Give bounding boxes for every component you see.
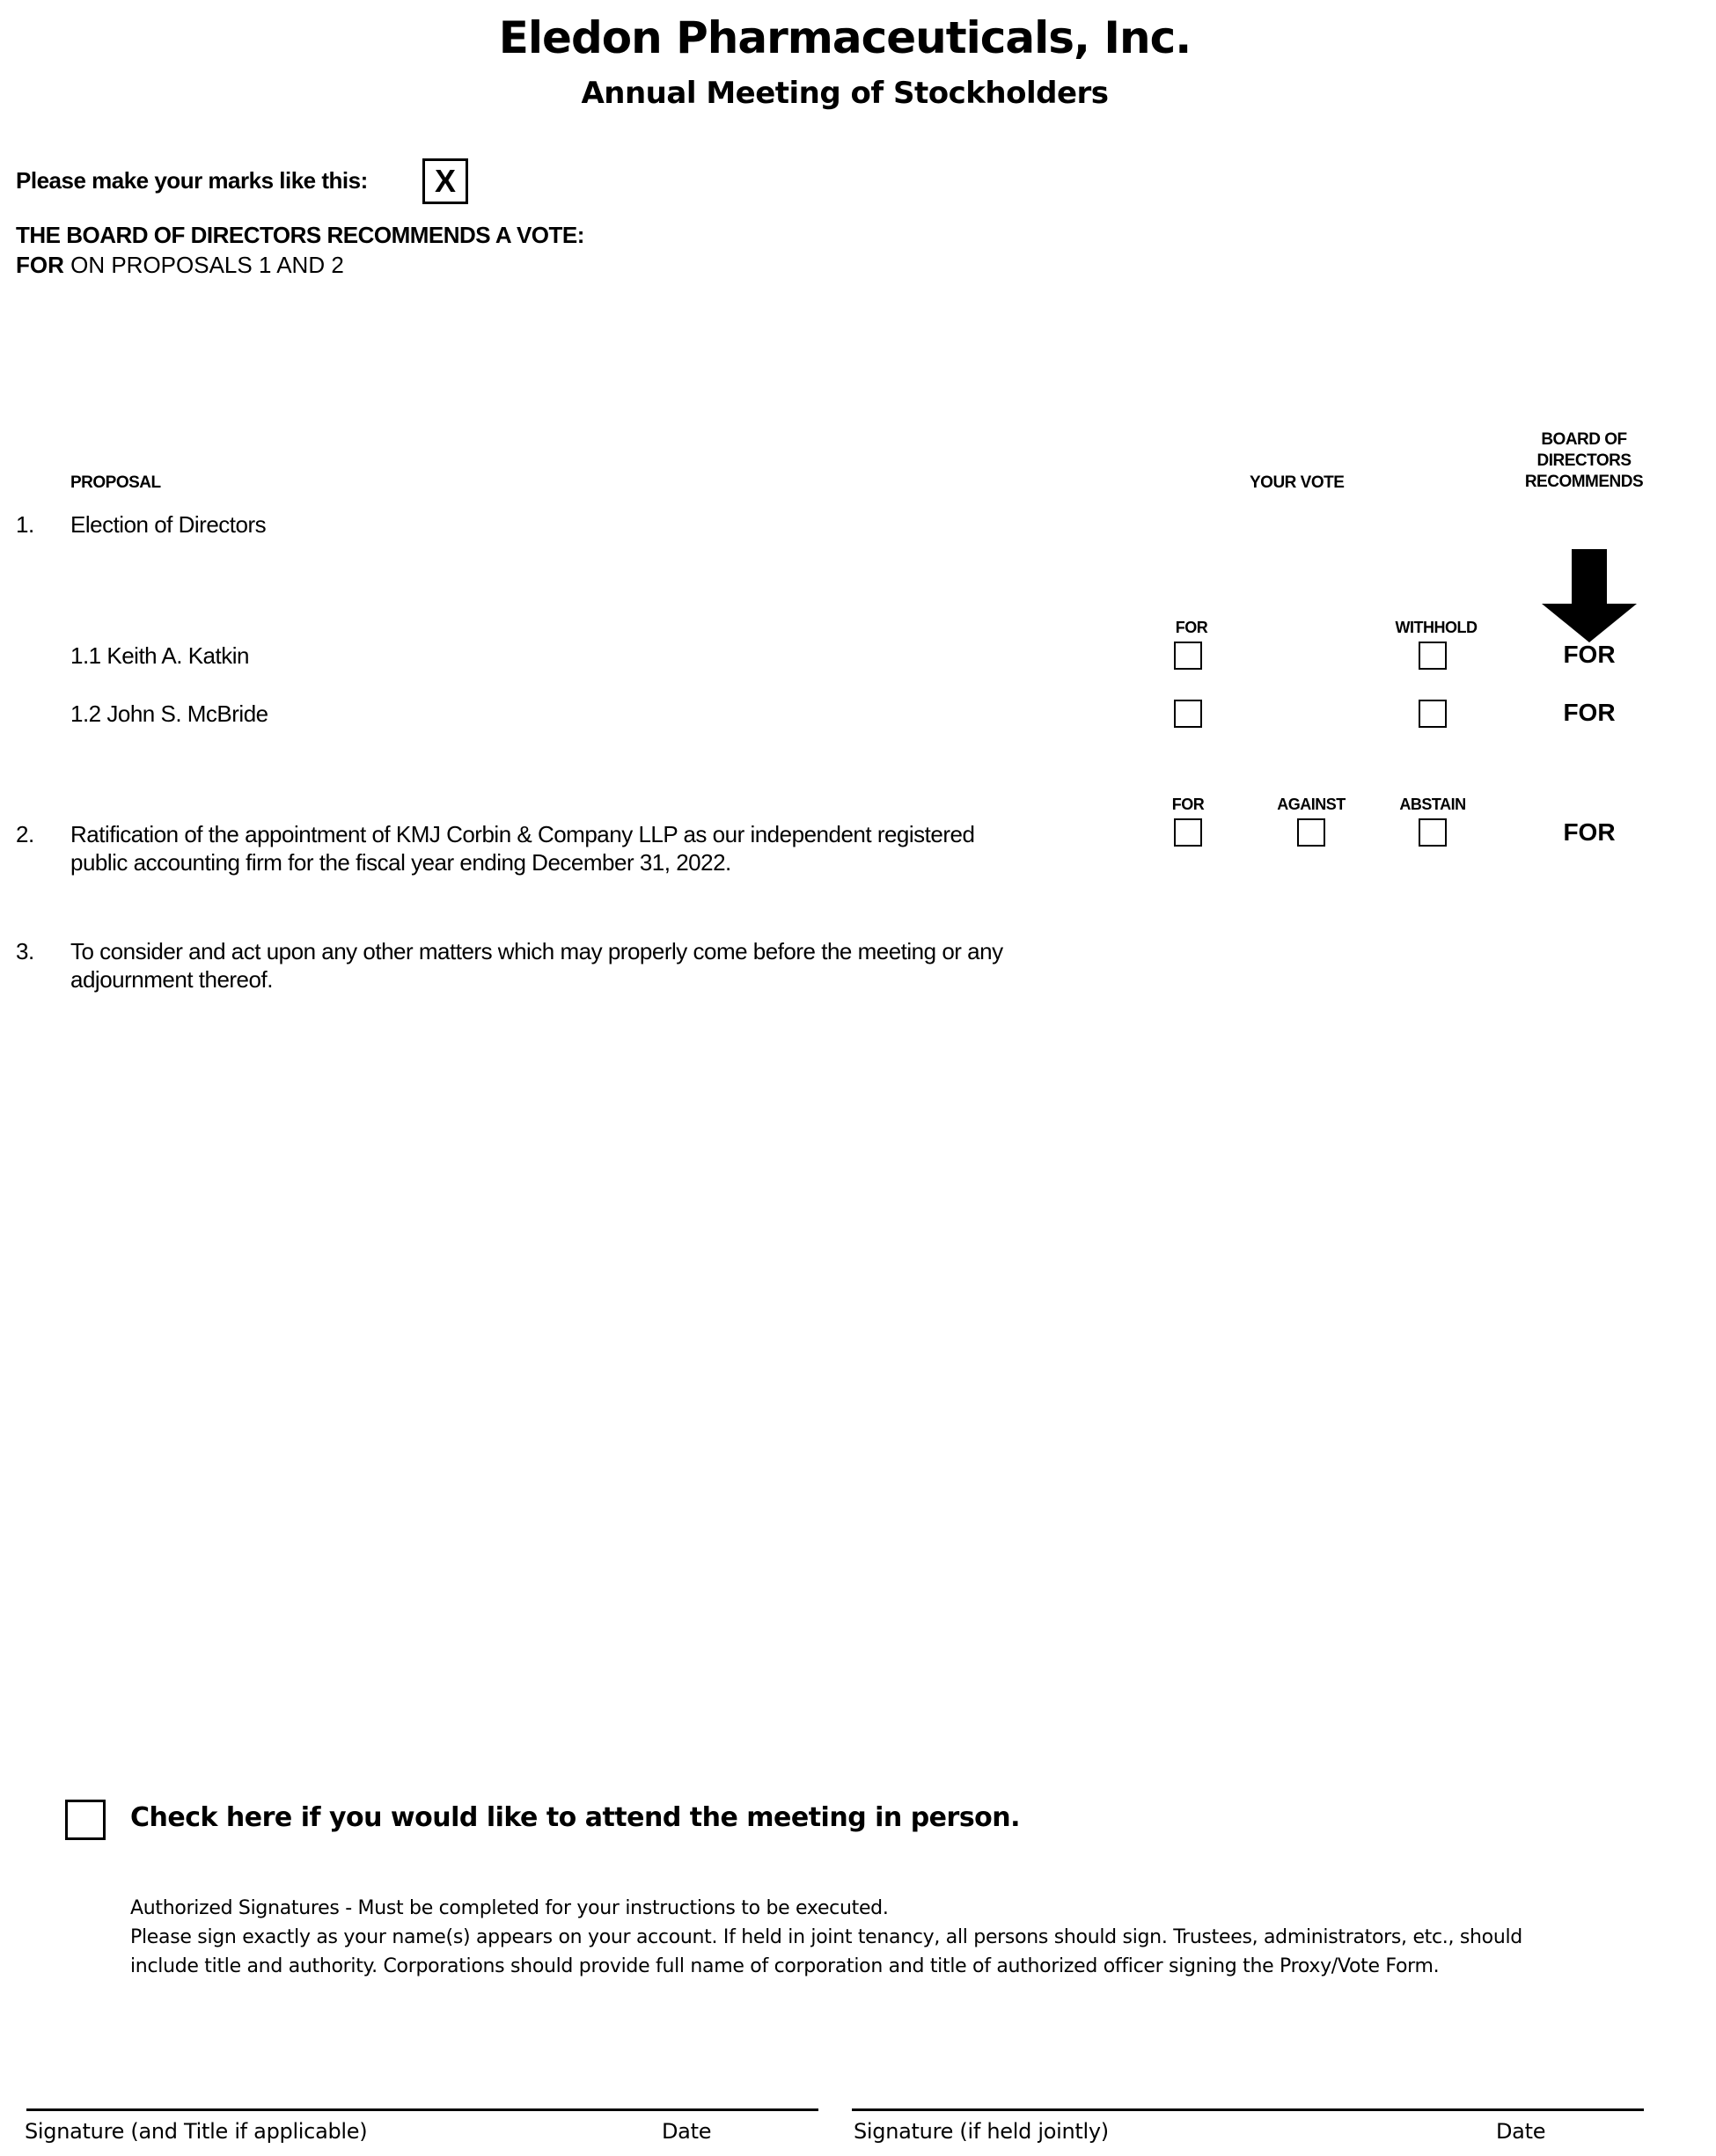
proposal-2-for-label: FOR <box>1171 796 1205 813</box>
signature-line-1[interactable] <box>26 2108 818 2111</box>
board-header-line3: RECOMMENDS <box>1524 473 1644 491</box>
proposal-2-text <box>70 820 974 876</box>
board-header-line1: BOARD OF <box>1541 430 1627 449</box>
proposal-2-line1: Ratification of the appointment of KMJ Corbin & Company LLP as our independent registered <box>70 821 975 847</box>
authorization-line2: Please sign exactly as your name(s) appears on your account. If held in joint tenancy, all persons should sign. Trustees, administrators, etc., should include title and authority. Corporations should provide full name of corporation and title of authorized officer signing the Proxy/Vote Form. <box>130 1926 1522 1977</box>
board-recommendation-summary <box>16 252 344 279</box>
nominee-1-for-checkbox[interactable] <box>1174 642 1202 670</box>
nominee-1-withhold-checkbox[interactable] <box>1419 642 1447 670</box>
date-1-label: Date <box>662 2119 712 2144</box>
proposal-column-header: PROPOSAL <box>70 473 161 492</box>
arrow-down-icon <box>1542 549 1637 642</box>
sample-mark-box <box>422 158 468 204</box>
your-vote-column-header: YOUR VOTE <box>1250 473 1345 492</box>
attend-in-person-label: Check here if you would like to attend the meeting in person. <box>130 1802 1021 1833</box>
authorization-line1: Authorized Signatures - Must be completed for your instructions to be executed. <box>130 1897 889 1919</box>
company-title: Eledon Pharmaceuticals, Inc. <box>498 12 1192 63</box>
proposal-1-title: Election of Directors <box>70 511 267 538</box>
proposal-2-for-checkbox[interactable] <box>1174 818 1202 847</box>
marks-instruction: Please make your marks like this: <box>16 167 368 194</box>
nominee-2-label: 1.2 John S. McBride <box>70 700 268 727</box>
proposal-2-board-recommendation: FOR <box>1563 818 1616 846</box>
nominee-1-board-recommendation: FOR <box>1563 641 1616 668</box>
proposal-2-against-checkbox[interactable] <box>1297 818 1325 847</box>
proposal-3-number: 3. <box>16 938 34 964</box>
date-2-label: Date <box>1496 2119 1546 2144</box>
attend-in-person-checkbox[interactable] <box>65 1800 106 1840</box>
recommendation-proposals: ON PROPOSALS 1 AND 2 <box>63 252 344 278</box>
board-header-line2: DIRECTORS <box>1536 451 1632 470</box>
board-recommends-column-header <box>1496 429 1672 493</box>
nominee-2-for-checkbox[interactable] <box>1174 700 1202 728</box>
recommendation-for: FOR <box>16 252 64 278</box>
proposal-3-text <box>70 937 1003 994</box>
proposal-2-abstain-label: ABSTAIN <box>1399 796 1466 813</box>
proposal-1-withhold-label: WITHHOLD <box>1395 619 1478 636</box>
proposal-1-for-label: FOR <box>1175 619 1208 636</box>
nominee-1-label: 1.1 Keith A. Katkin <box>70 642 249 669</box>
proposal-2-abstain-checkbox[interactable] <box>1419 818 1447 847</box>
proposal-1-number: 1. <box>16 511 34 538</box>
signature-line-2[interactable] <box>852 2108 1644 2111</box>
proposal-3-line2: adjournment thereof. <box>70 966 273 993</box>
board-recommendation-heading: THE BOARD OF DIRECTORS RECOMMENDS A VOTE: <box>16 222 584 248</box>
proposal-2-against-label: AGAINST <box>1277 796 1346 813</box>
nominee-2-withhold-checkbox[interactable] <box>1419 700 1447 728</box>
proposal-2-number: 2. <box>16 821 34 847</box>
proposal-2-line2: public accounting firm for the fiscal year ending December 31, 2022. <box>70 849 731 876</box>
authorization-text <box>130 1894 1556 1981</box>
signature-1-label: Signature (and Title if applicable) <box>25 2119 368 2144</box>
signature-2-label: Signature (if held jointly) <box>854 2119 1109 2144</box>
sample-mark: X <box>434 163 456 199</box>
meeting-subtitle: Annual Meeting of Stockholders <box>581 76 1109 111</box>
proposal-3-line1: To consider and act upon any other matters which may properly come before the meeting or any <box>70 938 1003 964</box>
nominee-2-board-recommendation: FOR <box>1563 699 1616 726</box>
